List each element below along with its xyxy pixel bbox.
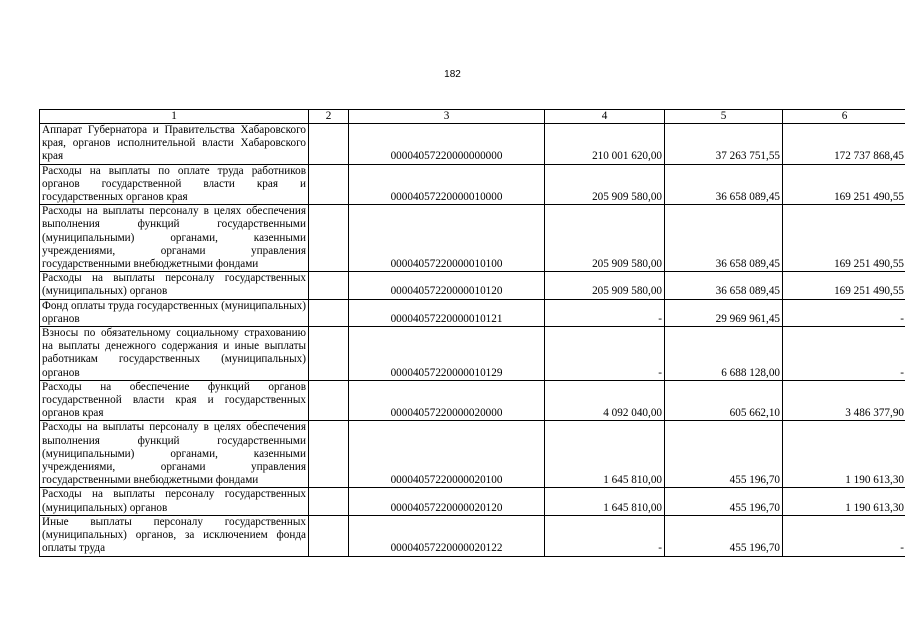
amount-col4-cell: 205 909 580,00 [545, 205, 665, 272]
header-cell-1: 1 [40, 110, 309, 124]
amount-col5-cell: 455 196,70 [665, 488, 783, 515]
budget-code-cell: 00004057220000020120 [349, 488, 545, 515]
header-cell-4: 4 [545, 110, 665, 124]
table-row [40, 488, 905, 515]
table-row [40, 124, 905, 165]
budget-code-cell: 00004057220000020100 [349, 421, 545, 488]
amount-col6-cell: - [783, 327, 905, 381]
expense-name-cell: Аппарат Губернатора и Правительства Хабаровского края, органов исполнительной власти Хабаровского края [40, 124, 309, 165]
header-cell-3: 3 [349, 110, 545, 124]
table-row [40, 515, 905, 556]
amount-col4-cell: - [545, 327, 665, 381]
amount-col6-cell: 169 251 490,55 [783, 164, 905, 205]
column-2-cell [309, 272, 349, 299]
amount-col6-cell: 172 737 868,45 [783, 124, 905, 165]
amount-col5-cell: 6 688 128,00 [665, 327, 783, 381]
header-cell-6: 6 [783, 110, 905, 124]
page-number: 182 [444, 69, 461, 80]
amount-col6-cell: 169 251 490,55 [783, 272, 905, 299]
column-2-cell [309, 327, 349, 381]
table-row [40, 272, 905, 299]
table-row [40, 327, 905, 381]
amount-col6-cell: 1 190 613,30 [783, 421, 905, 488]
table-row [40, 380, 905, 421]
expense-name-cell: Расходы на выплаты персоналу в целях обеспечения выполнения функций государственными (муниципальными) органами, казенными учреждениями, органами управления государственными внебюджетными фондами [40, 205, 309, 272]
budget-code-cell: 00004057220000010100 [349, 205, 545, 272]
amount-col6-cell: - [783, 515, 905, 556]
amount-col4-cell: 210 001 620,00 [545, 124, 665, 165]
table-row [40, 421, 905, 488]
expense-name-cell: Расходы на выплаты персоналу государственных (муниципальных) органов [40, 272, 309, 299]
amount-col4-cell: - [545, 299, 665, 326]
column-2-cell [309, 421, 349, 488]
table-row [40, 164, 905, 205]
amount-col6-cell: 3 486 377,90 [783, 380, 905, 421]
expense-name-cell: Расходы на выплаты по оплате труда работников органов государственной власти края и государственных органов края [40, 164, 309, 205]
amount-col5-cell: 36 658 089,45 [665, 205, 783, 272]
expense-name-cell: Расходы на обеспечение функций органов государственной власти края и государственных органов края [40, 380, 309, 421]
budget-code-cell: 00004057220000010129 [349, 327, 545, 381]
budget-code-cell: 00004057220000020000 [349, 380, 545, 421]
table-row [40, 299, 905, 326]
column-2-cell [309, 164, 349, 205]
budget-code-cell: 00004057220000010120 [349, 272, 545, 299]
amount-col5-cell: 36 658 089,45 [665, 272, 783, 299]
budget-code-cell: 00004057220000000000 [349, 124, 545, 165]
budget-code-cell: 00004057220000020122 [349, 515, 545, 556]
expense-name-cell: Расходы на выплаты персоналу в целях обеспечения выполнения функций государственными (муниципальными) органами, казенными учреждениями, органами управления государственными внебюджетными фондами [40, 421, 309, 488]
expense-name-cell: Иные выплаты персоналу государственных (муниципальных) органов, за исключением фонда оплаты труда [40, 515, 309, 556]
header-cell-2: 2 [309, 110, 349, 124]
column-2-cell [309, 380, 349, 421]
column-2-cell [309, 205, 349, 272]
amount-col5-cell: 36 658 089,45 [665, 164, 783, 205]
expense-name-cell: Взносы по обязательному социальному страхованию на выплаты денежного содержания и иные выплаты работникам государственных (муниципальных) органов [40, 327, 309, 381]
amount-col5-cell: 37 263 751,55 [665, 124, 783, 165]
header-cell-5: 5 [665, 110, 783, 124]
amount-col5-cell: 605 662,10 [665, 380, 783, 421]
amount-col4-cell: - [545, 515, 665, 556]
column-2-cell [309, 515, 349, 556]
column-2-cell [309, 488, 349, 515]
amount-col5-cell: 29 969 961,45 [665, 299, 783, 326]
amount-col4-cell: 1 645 810,00 [545, 421, 665, 488]
amount-col4-cell: 4 092 040,00 [545, 380, 665, 421]
budget-code-cell: 00004057220000010000 [349, 164, 545, 205]
amount-col5-cell: 455 196,70 [665, 515, 783, 556]
amount-col5-cell: 455 196,70 [665, 421, 783, 488]
expense-name-cell: Расходы на выплаты персоналу государственных (муниципальных) органов [40, 488, 309, 515]
column-2-cell [309, 124, 349, 165]
table-header-row [40, 110, 905, 124]
amount-col6-cell: 1 190 613,30 [783, 488, 905, 515]
amount-col4-cell: 205 909 580,00 [545, 272, 665, 299]
budget-code-cell: 00004057220000010121 [349, 299, 545, 326]
amount-col4-cell: 1 645 810,00 [545, 488, 665, 515]
amount-col6-cell: 169 251 490,55 [783, 205, 905, 272]
column-2-cell [309, 299, 349, 326]
amount-col4-cell: 205 909 580,00 [545, 164, 665, 205]
amount-col6-cell: - [783, 299, 905, 326]
budget-table [39, 109, 905, 557]
table-row [40, 205, 905, 272]
expense-name-cell: Фонд оплаты труда государственных (муниципальных) органов [40, 299, 309, 326]
